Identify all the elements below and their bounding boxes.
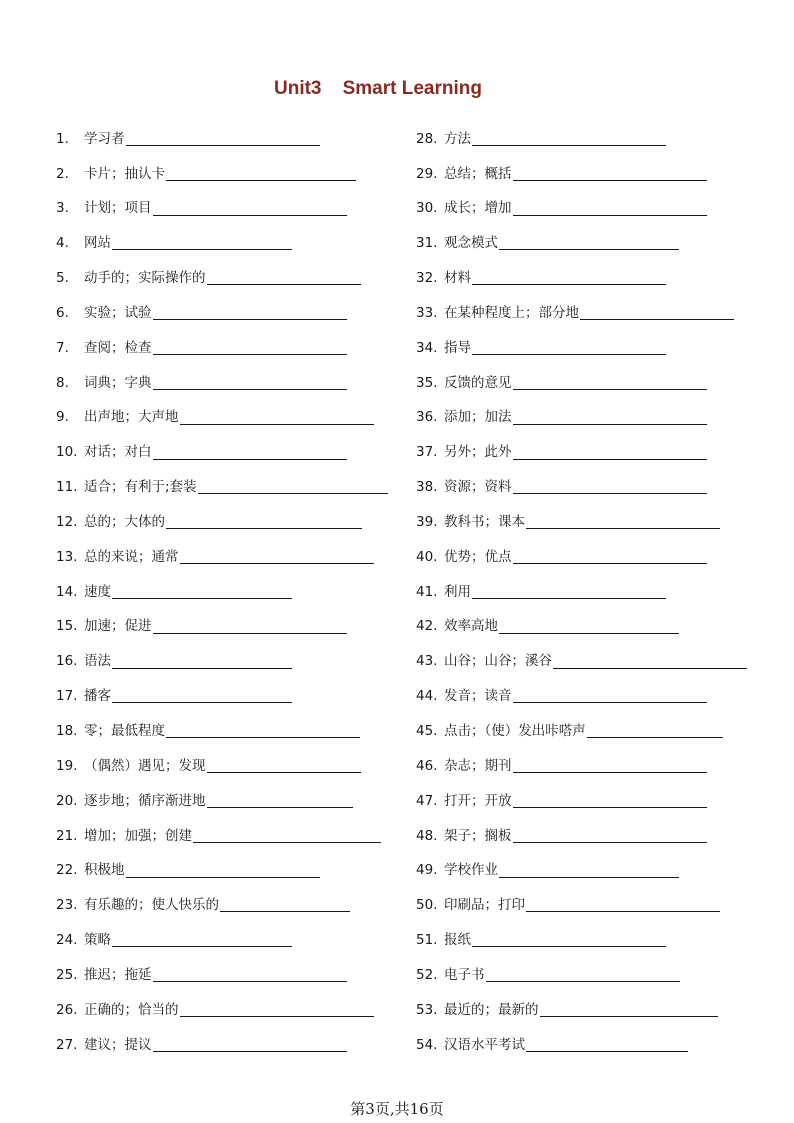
item-number: 22.: [56, 862, 78, 879]
answer-blank[interactable]: [153, 203, 347, 216]
answer-blank[interactable]: [499, 865, 679, 878]
answer-blank[interactable]: [153, 447, 347, 460]
answer-blank[interactable]: [513, 690, 707, 703]
vocab-item: [56, 436, 396, 471]
page-title: Unit3 Smart Learning: [274, 78, 482, 99]
item-number: 12.: [56, 513, 78, 530]
item-number: 47.: [416, 792, 438, 809]
item-meaning: 点击；（使）发出咔嗒声: [444, 723, 586, 740]
left-column: [56, 122, 396, 1063]
answer-blank[interactable]: [472, 934, 666, 947]
vocab-item: [416, 889, 756, 924]
item-meaning: 逐步地；循序渐进地: [84, 792, 206, 809]
item-number: 19.: [56, 757, 78, 774]
answer-blank[interactable]: [112, 934, 292, 947]
vocab-item: [56, 505, 396, 540]
item-meaning: 观念模式: [444, 235, 498, 252]
item-meaning: 学习者: [84, 130, 125, 147]
vocab-item: [416, 122, 756, 157]
vocab-item: [56, 1028, 396, 1063]
item-number: 48.: [416, 827, 438, 844]
item-meaning: 方法: [444, 130, 471, 147]
item-meaning: 适合；有利于;套装: [84, 479, 197, 496]
answer-blank[interactable]: [153, 1039, 347, 1052]
item-meaning: 添加；加法: [444, 409, 512, 426]
vocab-item: [416, 331, 756, 366]
item-number: 35.: [416, 374, 438, 391]
item-number: 40.: [416, 548, 438, 565]
item-meaning: 语法: [84, 653, 111, 670]
answer-blank[interactable]: [526, 899, 720, 912]
item-number: 32.: [416, 270, 438, 287]
vocab-item: [416, 784, 756, 819]
item-number: 14.: [56, 583, 78, 600]
item-meaning: 发音；读音: [444, 688, 512, 705]
item-meaning: 教科书；课本: [444, 513, 525, 530]
vocab-item: [416, 436, 756, 471]
vocab-item: [56, 854, 396, 889]
item-number: 3.: [56, 200, 69, 217]
vocab-item: [416, 296, 756, 331]
item-meaning: 增加；加强；创建: [84, 827, 192, 844]
answer-blank[interactable]: [112, 656, 292, 669]
item-meaning: 优势；优点: [444, 548, 512, 565]
item-meaning: 在某种程度上；部分地: [444, 304, 579, 321]
item-number: 29.: [416, 165, 438, 182]
vocab-item: [56, 227, 396, 262]
vocab-item: [56, 122, 396, 157]
item-meaning: 零；最低程度: [84, 723, 165, 740]
vocab-item: [56, 470, 396, 505]
vocab-item: [416, 505, 756, 540]
item-meaning: 资源；资料: [444, 479, 512, 496]
item-meaning: 出声地；大声地: [84, 409, 179, 426]
vocab-item: [56, 540, 396, 575]
item-meaning: 山谷；山谷；溪谷: [444, 653, 552, 670]
item-number: 28.: [416, 130, 438, 147]
vocab-item: [56, 610, 396, 645]
item-number: 50.: [416, 897, 438, 914]
vocab-item: [416, 645, 756, 680]
item-meaning: 学校作业: [444, 862, 498, 879]
vocab-item: [416, 923, 756, 958]
item-number: 7.: [56, 339, 69, 356]
answer-blank[interactable]: [126, 133, 320, 146]
answer-blank[interactable]: [513, 795, 707, 808]
item-meaning: 查阅；检查: [84, 339, 152, 356]
item-number: 9.: [56, 409, 69, 426]
item-meaning: 指导: [444, 339, 471, 356]
item-number: 43.: [416, 653, 438, 670]
item-number: 42.: [416, 618, 438, 635]
item-meaning: 有乐趣的；使人快乐的: [84, 897, 219, 914]
answer-blank[interactable]: [513, 830, 707, 843]
item-number: 11.: [56, 479, 78, 496]
item-number: 36.: [416, 409, 438, 426]
vocab-item: [56, 993, 396, 1028]
vocab-item: [56, 714, 396, 749]
item-meaning: 词典；字典: [84, 374, 152, 391]
item-meaning: 印刷品；打印: [444, 897, 525, 914]
item-meaning: 速度: [84, 583, 111, 600]
answer-blank[interactable]: [198, 481, 388, 494]
item-number: 39.: [416, 513, 438, 530]
answer-blank[interactable]: [153, 307, 347, 320]
vocab-item: [416, 714, 756, 749]
vocab-item: [56, 366, 396, 401]
item-meaning: 最近的；最新的: [444, 1001, 539, 1018]
vocab-item: [416, 819, 756, 854]
answer-blank[interactable]: [513, 377, 707, 390]
answer-blank[interactable]: [513, 551, 707, 564]
vocab-item: [416, 1028, 756, 1063]
answer-blank[interactable]: [180, 1004, 374, 1017]
vocab-item: [416, 192, 756, 227]
item-number: 17.: [56, 688, 78, 705]
item-number: 18.: [56, 723, 78, 740]
item-number: 30.: [416, 200, 438, 217]
answer-blank[interactable]: [472, 133, 666, 146]
item-number: 27.: [56, 1036, 78, 1053]
vocab-item: [56, 749, 396, 784]
vocab-item: [416, 958, 756, 993]
item-meaning: 积极地: [84, 862, 125, 879]
item-number: 46.: [416, 757, 438, 774]
answer-blank[interactable]: [499, 621, 679, 634]
item-meaning: 加速；促进: [84, 618, 152, 635]
item-number: 1.: [56, 130, 69, 147]
answer-blank[interactable]: [112, 237, 292, 250]
answer-blank[interactable]: [166, 516, 362, 529]
answer-blank[interactable]: [180, 412, 374, 425]
vocab-item: [416, 993, 756, 1028]
vocab-item: [416, 366, 756, 401]
item-number: 6.: [56, 304, 69, 321]
vocab-item: [416, 610, 756, 645]
item-meaning: 推迟；拖延: [84, 966, 152, 983]
item-meaning: 总的；大体的: [84, 513, 165, 530]
item-number: 52.: [416, 966, 438, 983]
item-meaning: 效率高地: [444, 618, 498, 635]
answer-blank[interactable]: [553, 656, 747, 669]
item-number: 51.: [416, 932, 438, 949]
item-meaning: 网站: [84, 235, 111, 252]
vocab-item: [56, 889, 396, 924]
vocab-item: [416, 680, 756, 715]
item-meaning: 对话；对白: [84, 444, 152, 461]
vocab-item: [56, 819, 396, 854]
page-footer: 第3页,共16页: [350, 1100, 444, 1118]
answer-blank[interactable]: [193, 830, 381, 843]
answer-blank[interactable]: [472, 342, 666, 355]
answer-blank[interactable]: [499, 237, 679, 250]
item-number: 16.: [56, 653, 78, 670]
answer-blank[interactable]: [513, 203, 707, 216]
item-number: 26.: [56, 1001, 78, 1018]
item-number: 38.: [416, 479, 438, 496]
vocab-item: [416, 261, 756, 296]
item-number: 45.: [416, 723, 438, 740]
answer-blank[interactable]: [486, 969, 680, 982]
answer-blank[interactable]: [513, 412, 707, 425]
item-number: 44.: [416, 688, 438, 705]
item-number: 8.: [56, 374, 69, 391]
vocab-item: [56, 680, 396, 715]
vocab-item: [56, 331, 396, 366]
item-meaning: 反馈的意见: [444, 374, 512, 391]
item-meaning: 总结；概括: [444, 165, 512, 182]
item-number: 2.: [56, 165, 69, 182]
answer-blank[interactable]: [153, 969, 347, 982]
vocab-item: [56, 296, 396, 331]
answer-blank[interactable]: [513, 168, 707, 181]
answer-blank[interactable]: [126, 865, 320, 878]
item-meaning: 实验；试验: [84, 304, 152, 321]
answer-blank[interactable]: [166, 725, 360, 738]
item-number: 13.: [56, 548, 78, 565]
item-number: 41.: [416, 583, 438, 600]
item-meaning: 建议；提议: [84, 1036, 152, 1053]
item-number: 20.: [56, 792, 78, 809]
answer-blank[interactable]: [153, 342, 347, 355]
item-number: 49.: [416, 862, 438, 879]
vocab-item: [56, 645, 396, 680]
right-column: [416, 122, 756, 1063]
answer-blank[interactable]: [540, 1004, 718, 1017]
answer-blank[interactable]: [207, 272, 361, 285]
item-number: 4.: [56, 235, 69, 252]
answer-blank[interactable]: [513, 760, 707, 773]
answer-blank[interactable]: [207, 795, 353, 808]
item-meaning: 策略: [84, 932, 111, 949]
item-meaning: 计划；项目: [84, 200, 152, 217]
item-meaning: 卡片；抽认卡: [84, 165, 165, 182]
item-meaning: 另外；此外: [444, 444, 512, 461]
item-number: 24.: [56, 932, 78, 949]
answer-blank[interactable]: [112, 690, 292, 703]
answer-blank[interactable]: [472, 586, 666, 599]
answer-blank[interactable]: [220, 899, 350, 912]
item-number: 23.: [56, 897, 78, 914]
answer-blank[interactable]: [166, 168, 356, 181]
item-meaning: （偶然）遇见；发现: [84, 757, 206, 774]
item-meaning: 总的来说；通常: [84, 548, 179, 565]
item-meaning: 打开；开放: [444, 792, 512, 809]
answer-blank[interactable]: [472, 272, 666, 285]
vocab-item: [416, 749, 756, 784]
item-meaning: 成长；增加: [444, 200, 512, 217]
vocab-item: [56, 261, 396, 296]
item-number: 5.: [56, 270, 69, 287]
item-meaning: 播客: [84, 688, 111, 705]
answer-blank[interactable]: [513, 447, 707, 460]
answer-blank[interactable]: [526, 1039, 688, 1052]
vocab-item: [56, 157, 396, 192]
vocab-item: [416, 401, 756, 436]
answer-blank[interactable]: [207, 760, 361, 773]
item-meaning: 电子书: [444, 966, 485, 983]
item-meaning: 利用: [444, 583, 471, 600]
item-number: 15.: [56, 618, 78, 635]
answer-blank[interactable]: [526, 516, 720, 529]
answer-blank[interactable]: [112, 586, 292, 599]
vocab-item: [416, 227, 756, 262]
answer-blank[interactable]: [513, 481, 707, 494]
item-number: 54.: [416, 1036, 438, 1053]
item-meaning: 材料: [444, 270, 471, 287]
vocab-item: [56, 575, 396, 610]
vocab-item: [56, 401, 396, 436]
vocab-item: [56, 958, 396, 993]
answer-blank[interactable]: [580, 307, 734, 320]
vocab-item: [56, 784, 396, 819]
answer-blank[interactable]: [153, 621, 347, 634]
vocab-item: [416, 575, 756, 610]
answer-blank[interactable]: [153, 377, 347, 390]
vocab-item: [56, 923, 396, 958]
item-number: 31.: [416, 235, 438, 252]
item-number: 53.: [416, 1001, 438, 1018]
item-number: 37.: [416, 444, 438, 461]
vocab-item: [416, 470, 756, 505]
vocab-item: [416, 157, 756, 192]
item-number: 21.: [56, 827, 78, 844]
item-meaning: 汉语水平考试: [444, 1036, 525, 1053]
item-number: 25.: [56, 966, 78, 983]
vocab-item: [416, 854, 756, 889]
item-meaning: 杂志；期刊: [444, 757, 512, 774]
item-meaning: 报纸: [444, 932, 471, 949]
vocab-item: [416, 540, 756, 575]
answer-blank[interactable]: [587, 725, 723, 738]
item-number: 10.: [56, 444, 78, 461]
item-number: 34.: [416, 339, 438, 356]
item-meaning: 架子；搁板: [444, 827, 512, 844]
item-number: 33.: [416, 304, 438, 321]
item-meaning: 正确的；恰当的: [84, 1001, 179, 1018]
vocab-item: [56, 192, 396, 227]
answer-blank[interactable]: [180, 551, 374, 564]
item-meaning: 动手的；实际操作的: [84, 270, 206, 287]
